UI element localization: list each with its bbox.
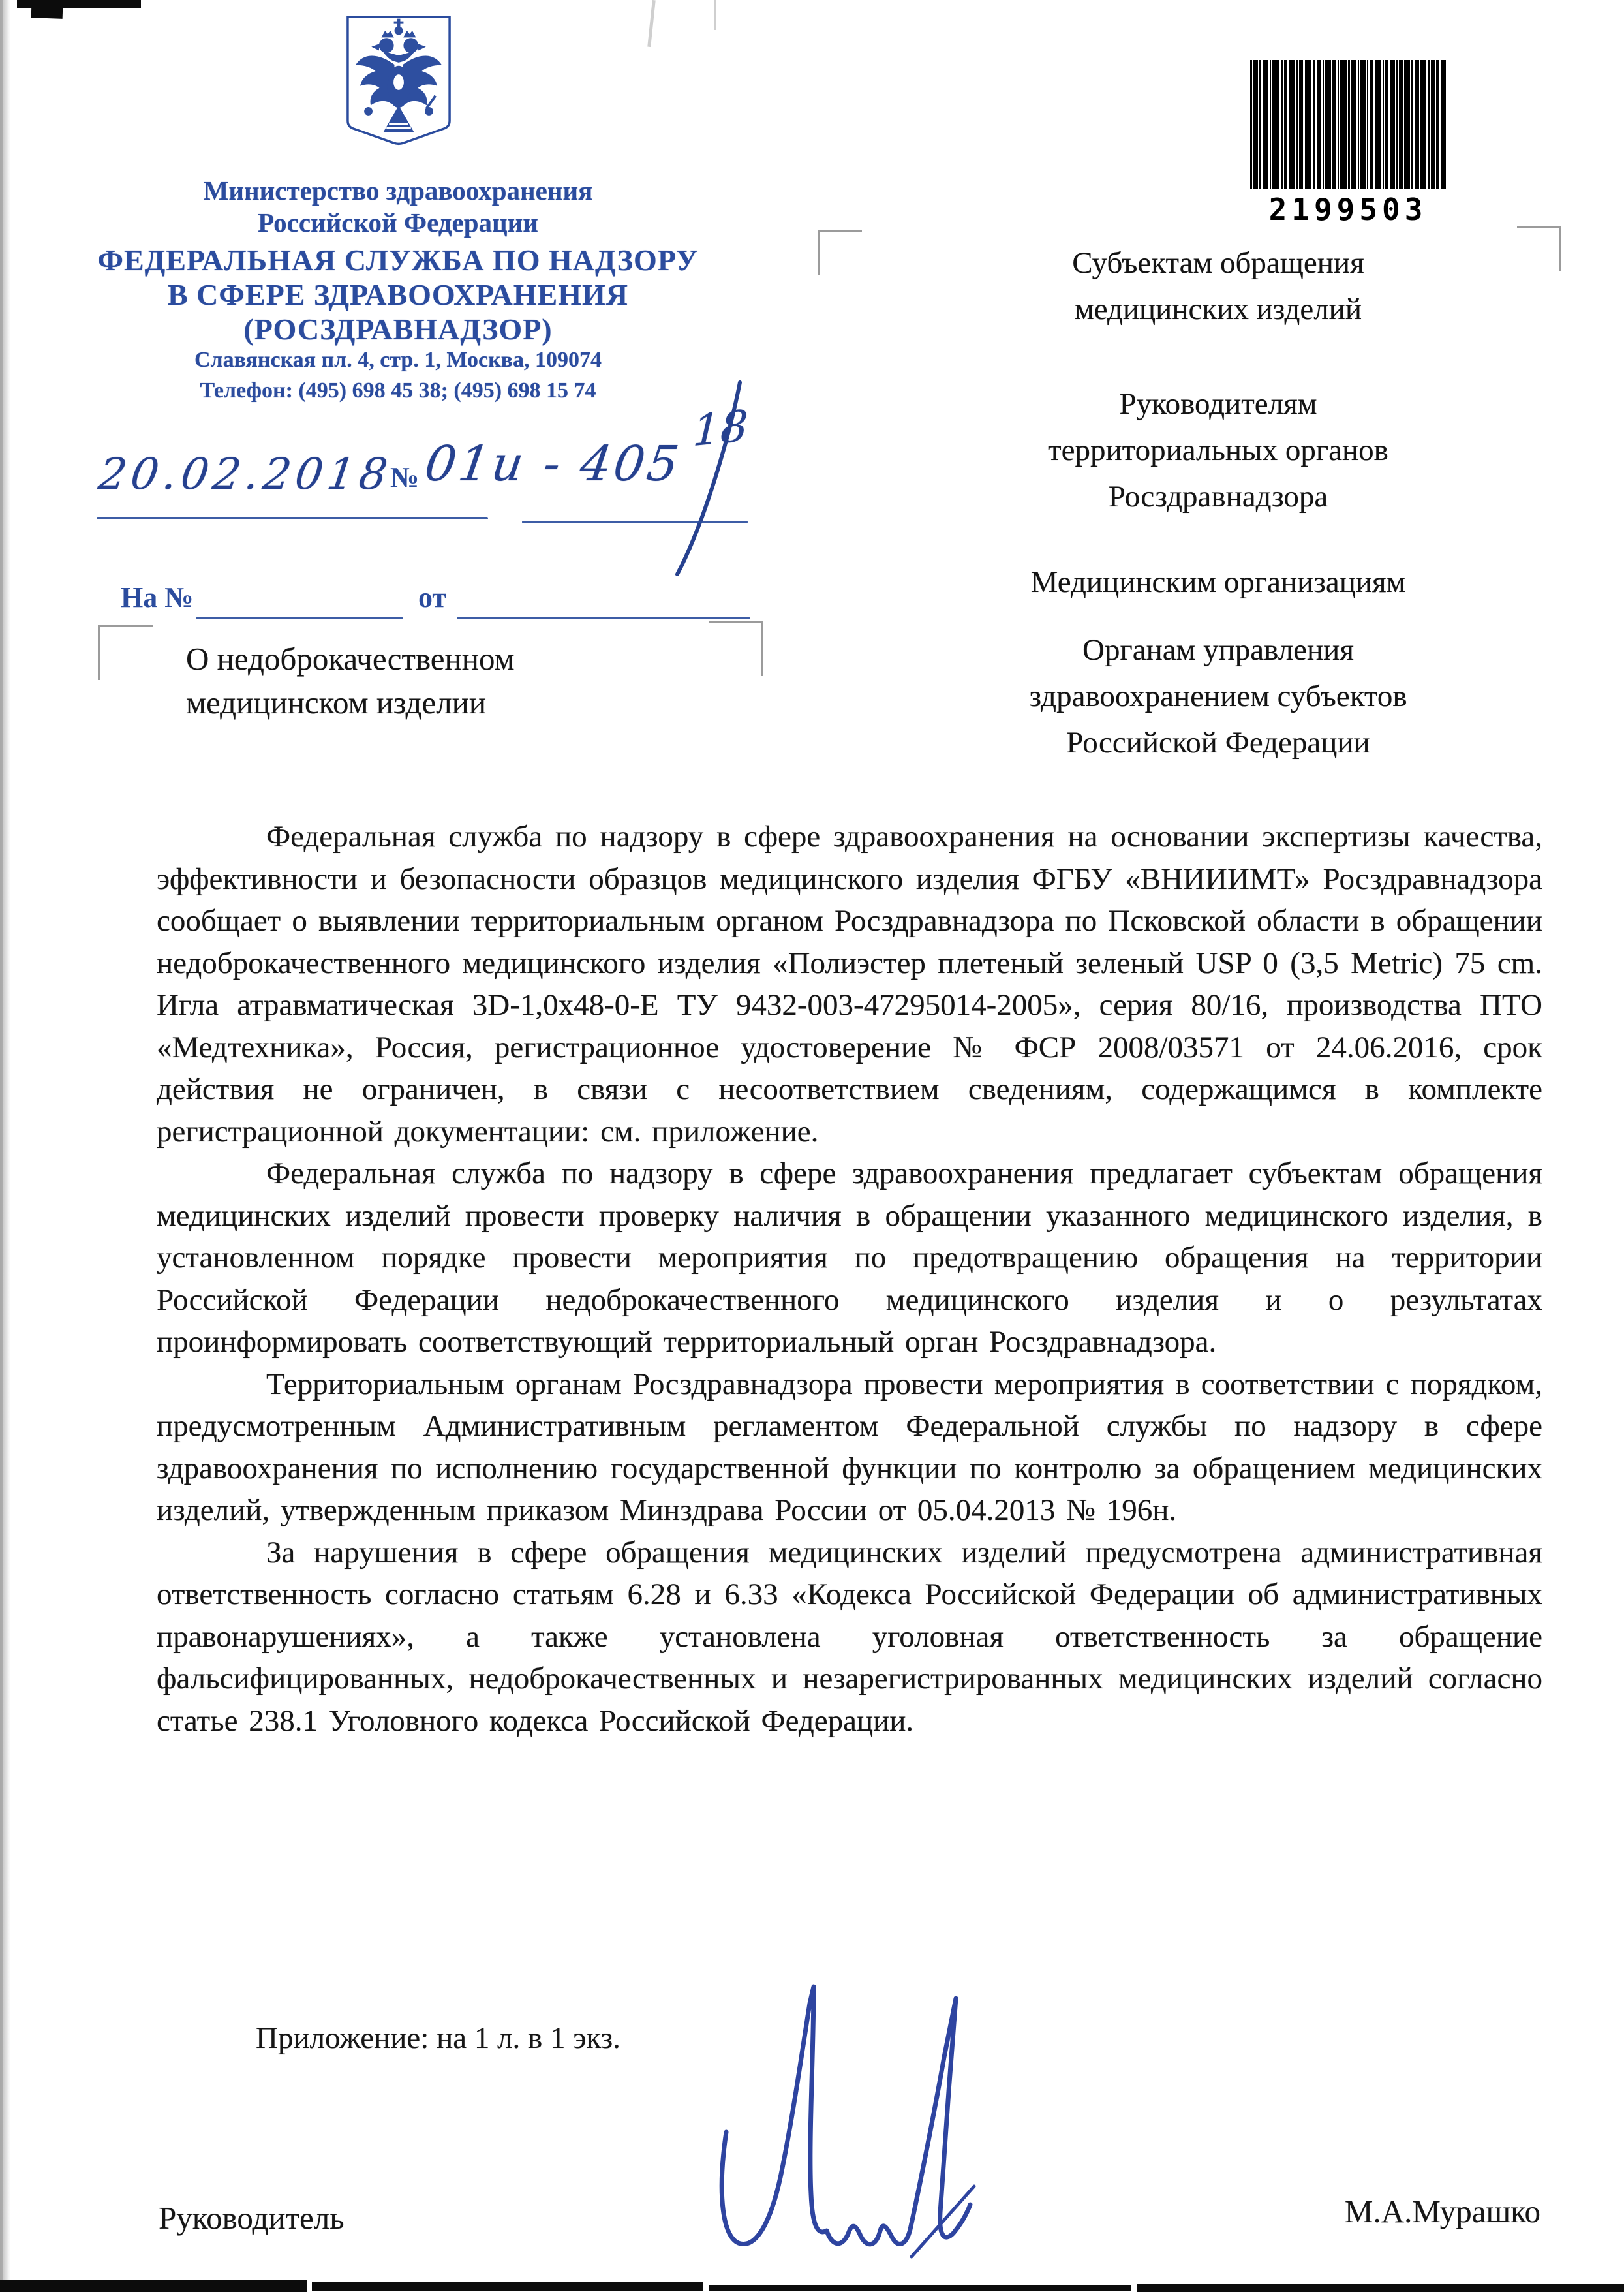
ministry-name [36,175,760,239]
recipient-line: здравоохранением субъектов [1029,679,1407,713]
barcode-bar [1360,60,1365,189]
barcode-bar [1263,60,1268,189]
recipient-group-3 [908,559,1528,606]
agency-line1: ФЕДЕРАЛЬНАЯ СЛУЖБА ПО НАДЗОРУ [97,243,699,277]
barcode-bar [1375,60,1381,189]
letter-body [157,816,1542,1742]
handwritten-date: 20.02.2018 [95,449,395,499]
barcode-bar [1441,60,1446,189]
barcode-number: 2199503 [1268,192,1428,227]
corner-mark [1517,226,1561,228]
subject-line: медицинском изделии [186,685,487,720]
recipient-line: медицинских изделий [1074,292,1362,326]
recipient-group-2 [908,381,1528,520]
barcode-bar [1420,60,1426,189]
coat-of-arms-icon [344,13,453,151]
recipient-group-1 [908,240,1528,333]
scan-strip-bottom [709,2285,1131,2291]
body-paragraph-2: Федеральная служба по надзору в сфере здравоохранения предлагает субъектам обращения медицинских изделий провести проверку наличия в обращении указанного медицинского изделия, в установленном порядке провести мероприятия по предотвращению обращения на территории Российской Федерации недоброкачественного медицинского изделия и о результатах проинформировать соответствующий территориальный орган Росздравнадзора. [157,1156,1542,1359]
barcode-bar [1404,60,1411,189]
barcode-bar [1325,60,1330,189]
corner-mark [98,625,153,627]
corner-mark [709,621,763,623]
scan-strip-bottom [0,2280,307,2292]
scan-streak-2 [714,0,716,30]
agency-contacts [36,345,760,406]
na-no-label: На № [121,581,194,613]
corner-mark [98,625,100,680]
scan-streak-1 [647,0,655,47]
agency-name [36,243,760,347]
body-paragraph-3: Территориальным органам Росздравнадзора провести мероприятия в соответствии с порядком, предусмотренным Административным регламентом Федеральной службы по надзору в сфере здравоохранения по исполнению государственной функции по контролю за обращением медицинских изделий, утвержденным приказом Минздрава России от 05.04.2013 № 196н. [157,1367,1542,1527]
recipient-line: Субъектам обращения [1072,246,1364,280]
barcode-bar [1289,60,1294,189]
corner-mark [818,230,862,232]
barcode-bar [1305,60,1312,189]
agency-line2: В СФЕРЕ ЗДРАВООХРАНЕНИЯ [168,278,628,311]
signer-title: Руководитель [159,2200,345,2236]
recipient-line: Медицинским организациям [1030,565,1406,599]
barcode-bar [1340,60,1347,189]
recipient-line: Органам управления [1082,633,1354,667]
ministry-line1: Министерство здравоохранения [203,176,593,206]
handwritten-number: 01и - 405 [421,436,685,492]
scan-strip-bottom [312,2282,703,2291]
scan-edge-line [0,0,3,2292]
attachment-note: Приложение: на 1 л. в 1 экз. [256,2021,620,2055]
recipient-line: Росздравнадзора [1108,480,1328,514]
body-paragraph-1: Федеральная служба по надзору в сфере здравоохранения на основании экспертизы качества, эффективности и безопасности образцов медицинского изделия ФГБУ «ВНИИИМТ» Росздравнадзора сообщает о выявлении территориальным органом Росздравнадзора по Псковской области в обращении недоброкачественного медицинского изделия «Полиэстер плетеный зеленый USP 0 (3,5 Metric) 75 cm. Игла атравматическая 3D-1,0x48-0-E ТУ 9432-003-47295014-2005», серия 80/16, производства ПТО «Медтехника», Россия, регистрационное удостоверение № ФСР 2008/03571 от 24.06.2016, срок действия не ограничен, в связи с несоответствием сведениям, содержащимся в комплекте регистрационной документации: см. приложение. [157,820,1542,1149]
number-underline [522,521,748,523]
recipient-line: Руководителям [1119,387,1317,421]
scan-smudge-top-left-2 [31,5,63,19]
handwritten-signature [649,1972,1034,2279]
ref-blank-2 [457,617,750,619]
ot-label: от [418,581,447,613]
handwritten-slash-stroke [656,365,754,587]
signer-name: М.А.Мурашко [1344,2193,1540,2229]
corner-mark [1559,226,1561,271]
number-sign: № [390,461,420,493]
recipient-line: Российской Федерации [1066,726,1370,760]
barcode-bar [1272,60,1279,189]
agency-address: Славянская пл. 4, стр. 1, Москва, 109074 [194,348,602,372]
barcode-bar [1390,60,1395,189]
ref-blank-1 [196,617,403,619]
corner-mark [818,230,820,275]
agency-phone: Телефон: (495) 698 45 38; (495) 698 15 74 [200,379,596,403]
body-paragraph-4: За нарушения в сфере обращения медицинских изделий предусмотрена административная ответственность согласно статьям 6.28 и 6.33 «Кодекса Российской Федерации об административных правонарушениях», а также установлена уголовная ответственность за обращение фальсифицированных, недоброкачественных и незарегистрированных медицинских изделий согласно статье 238.1 Уголовного кодекса Российской Федерации. [157,1535,1542,1738]
date-underline [97,517,488,519]
subject-line: О недоброкачественном [186,641,515,677]
agency-line3: (РОСЗДРАВНАДЗОР) [243,313,553,346]
scan-strip-bottom [1137,2284,1624,2292]
barcode-bars [1250,60,1446,189]
ministry-line2: Российской Федерации [258,208,538,238]
recipient-line: территориальных органов [1048,433,1388,467]
letter-subject [186,637,682,724]
recipients-block [908,240,1528,766]
recipient-group-4 [908,627,1528,766]
corner-mark [761,621,763,676]
handwritten-number-suffix: 18 [692,400,749,457]
